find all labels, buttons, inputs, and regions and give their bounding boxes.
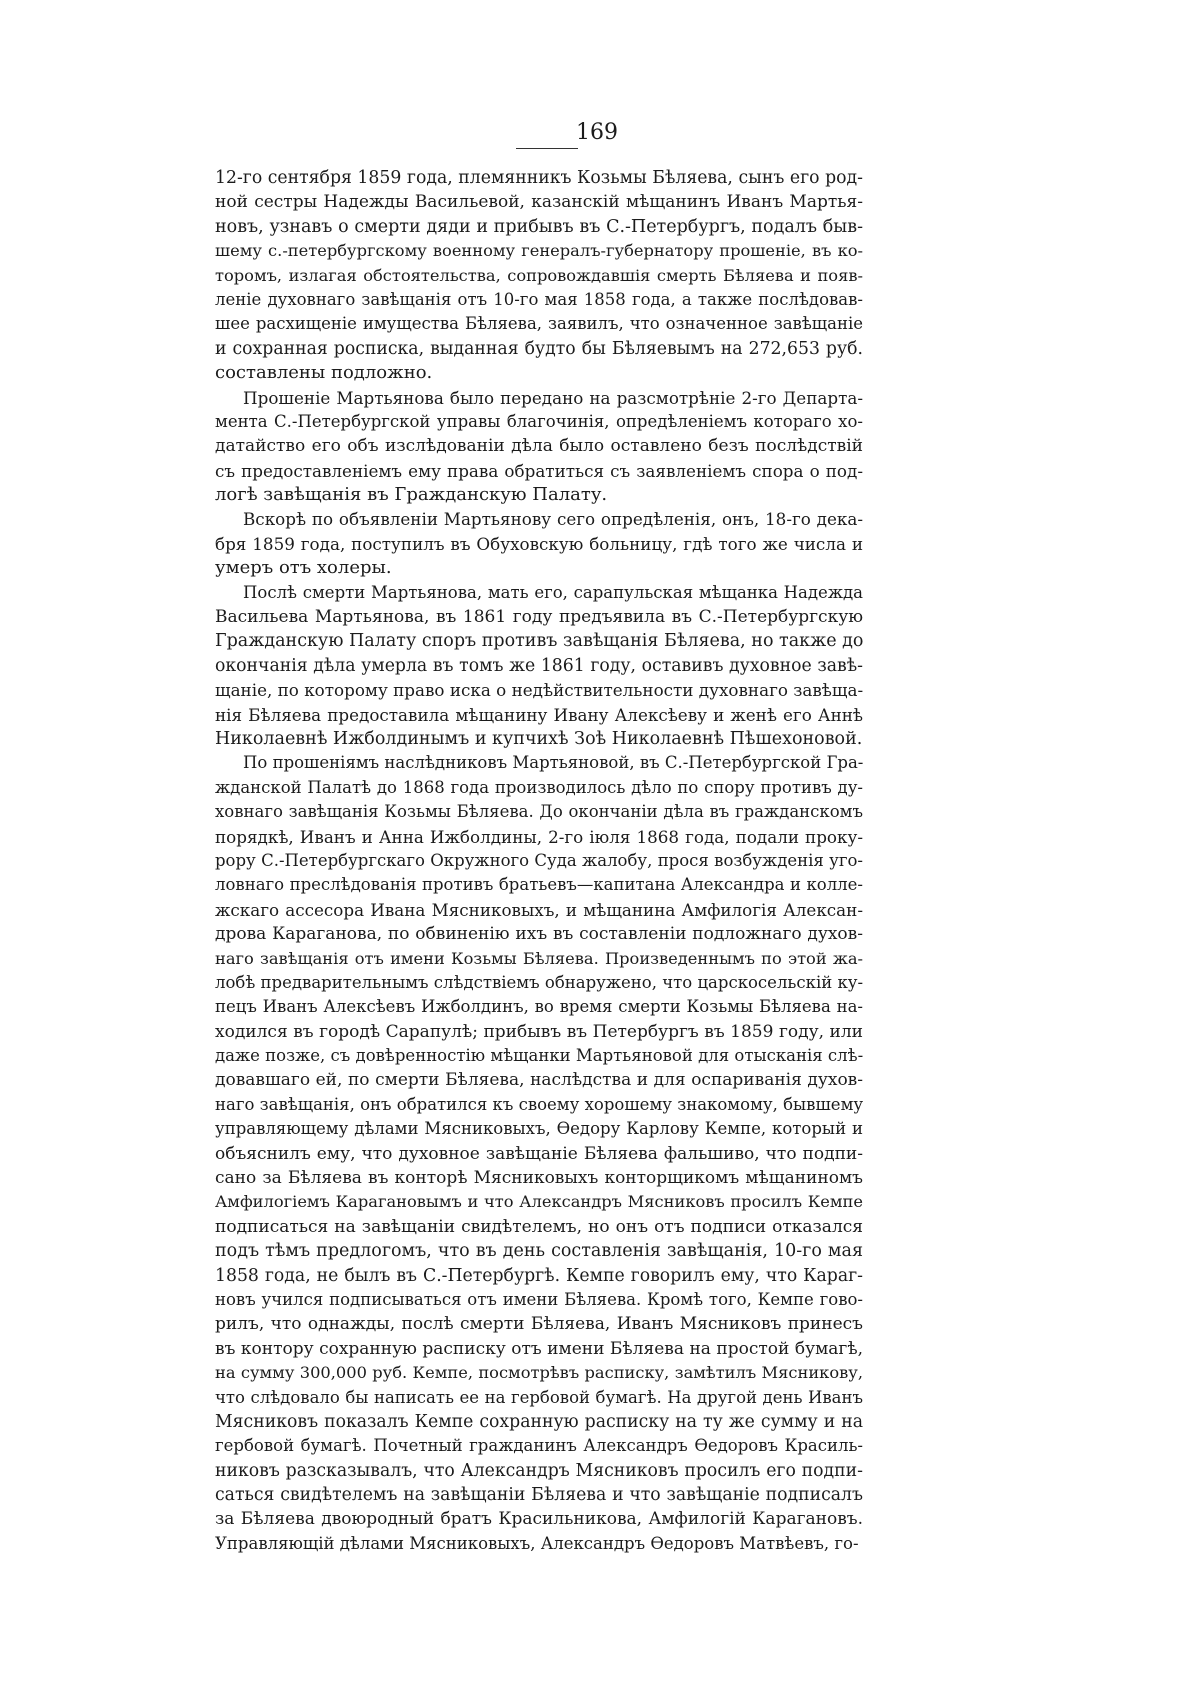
text-line: въ контору сохранную расписку отъ имени Бѣляева на простой бумагѣ, xyxy=(215,1338,863,1359)
text-line: леніе духовнаго завѣщанія отъ 10-го мая 1858 года, а также послѣдовав- xyxy=(215,289,863,309)
text-line: дрова Караганова, по обвиненію ихъ въ составленіи подложнаго духов- xyxy=(215,924,863,945)
paragraph xyxy=(215,581,863,752)
text-line: Послѣ смерти Мартьянова, мать его, сарапульская мѣщанка Надежда xyxy=(243,582,863,602)
text-line: составлены подложно. xyxy=(215,362,433,384)
text-line: подъ тѣмъ предлогомъ, что въ день составленія завѣщанія, 10-го мая xyxy=(215,1241,863,1262)
text-line: жданской Палатѣ до 1868 года производилось дѣло по спору противъ ду- xyxy=(215,777,863,797)
text-line: Амфилогіемъ Карагановымъ и что Александръ Мясниковъ просилъ Кемпе xyxy=(215,1192,863,1212)
paragraph xyxy=(215,507,863,580)
text-line: наго завѣщанія, онъ обратился къ своему хорошему знакомому, бывшему xyxy=(215,1094,863,1114)
text-line: Прошеніе Мартьянова было передано на разсмотрѣніе 2-го Департа- xyxy=(243,387,863,408)
text-line: управляющему дѣлами Мясниковыхъ, Ѳедору Карлову Кемпе, который и xyxy=(215,1119,863,1139)
text-line: и сохранная росписка, выданная будто бы Бѣляевымъ на 272,653 руб. xyxy=(215,338,863,359)
text-line: рору С.-Петербургскаго Окружного Суда жалобу, прося возбужденія уго- xyxy=(215,850,863,870)
text-line: 1858 года, не былъ въ С.-Петербургѣ. Кемпе говорилъ ему, что Караг- xyxy=(215,1265,863,1286)
text-line: торомъ, излагая обстоятельства, сопровождавшія смерть Бѣляева и появ- xyxy=(215,265,863,285)
text-line: никовъ разсказывалъ, что Александръ Мясниковъ просилъ его подпи- xyxy=(215,1460,863,1481)
text-line: пецъ Иванъ Алексѣевъ Ижболдинъ, во время смерти Козьмы Бѣляева на- xyxy=(215,997,863,1017)
text-line: гербовой бумагѣ. Почетный гражданинъ Александръ Ѳедоровъ Красиль- xyxy=(215,1436,863,1456)
text-line: Гражданскую Палату споръ противъ завѣщанія Бѣляева, но также до xyxy=(215,631,863,652)
text-line: Николаевнѣ Ижболдинымъ и купчихѣ Зоѣ Николаевнѣ Пѣшехоновой. xyxy=(215,728,863,749)
text-line: щаніе, по которому право иска о недѣйствительности духовнаго завѣща- xyxy=(215,680,863,701)
text-line: саться свидѣтелемъ на завѣщаніи Бѣляева и что завѣщаніе подписалъ xyxy=(215,1485,863,1506)
page-number-rule xyxy=(516,148,578,149)
text-line: что слѣдовало бы написать ее на гербовой бумагѣ. На другой день Иванъ xyxy=(215,1387,863,1407)
text-line: на сумму 300,000 руб. Кемпе, посмотрѣвъ расписку, замѣтилъ Мясникову, xyxy=(215,1363,863,1383)
text-line: съ предоставленіемъ ему права обратиться съ заявленіемъ спора о под- xyxy=(215,460,863,481)
text-line: даже позже, съ довѣренностію мѣщанки Мартьяновой для отысканія слѣ- xyxy=(215,1046,863,1066)
text-line: новъ, узнавъ о смерти дяди и прибывъ въ С.-Петербургъ, подалъ быв- xyxy=(215,216,863,237)
text-line: окончанія дѣла умерла въ томъ же 1861 году, оставивъ духовное завѣ- xyxy=(215,655,863,676)
text-line: 12-го сентября 1859 года, племянникъ Козьмы Бѣляева, сынъ его род- xyxy=(215,168,863,188)
text-line: ховнаго завѣщанія Козьмы Бѣляева. До окончаніи дѣла въ гражданскомъ xyxy=(215,802,863,822)
text-line: сано за Бѣляева въ конторѣ Мясниковыхъ конторщикомъ мѣщаниномъ xyxy=(215,1168,863,1189)
paragraph xyxy=(215,166,863,386)
text-line: бря 1859 года, поступилъ въ Обуховскую больницу, гдѣ того же числа и xyxy=(215,533,863,554)
text-line: мента С.-Петербургской управы благочинія, опредѣленіемъ котораго хо- xyxy=(215,411,863,431)
text-line: умеръ отъ холеры. xyxy=(215,557,392,579)
text-line: По прошеніямъ наслѣдниковъ Мартьяновой, въ С.-Петербургской Гра- xyxy=(243,753,863,773)
paragraph xyxy=(215,751,863,1556)
text-line: Вскорѣ по объявленіи Мартьянову сего опредѣленія, онъ, 18-го дека- xyxy=(243,509,863,530)
text-line: довавшаго ей, по смерти Бѣляева, наслѣдства и для оспариванія духов- xyxy=(215,1070,863,1091)
text-line: за Бѣляева двоюродный братъ Красильникова, Амфилогій Карагановъ. xyxy=(215,1509,863,1530)
text-line: Мясниковъ показалъ Кемпе сохранную расписку на ту же сумму и на xyxy=(215,1411,863,1432)
page-number: 169 xyxy=(576,120,618,145)
text-line: нія Бѣляева предоставила мѣщанину Ивану Алексѣеву и женѣ его Аннѣ xyxy=(215,704,863,725)
text-line: порядкѣ, Иванъ и Анна Ижболдины, 2-го іюля 1868 года, подали проку- xyxy=(215,826,863,847)
text-line: Управляющій дѣлами Мясниковыхъ, Александръ Ѳедоровъ Матвѣевъ, го- xyxy=(215,1533,859,1553)
text-line: объяснилъ ему, что духовное завѣщаніе Бѣляева фальшиво, что подпи- xyxy=(215,1143,863,1164)
text-line: логѣ завѣщанія въ Гражданскую Палату. xyxy=(215,484,608,506)
text-column xyxy=(215,166,863,1556)
paragraph xyxy=(215,386,863,508)
text-line: новъ учился подписываться отъ имени Бѣляева. Кромѣ того, Кемпе гово- xyxy=(215,1289,863,1309)
text-line: подписаться на завѣщаніи свидѣтелемъ, но онъ отъ подписи отказался xyxy=(215,1216,863,1237)
text-line: наго завѣщанія отъ имени Козьмы Бѣляева. Произведеннымъ по этой жа- xyxy=(215,948,863,968)
text-line: шему с.-петербургскому военному генералъ-губернатору прошеніе, въ ко- xyxy=(215,241,863,261)
text-line: Васильева Мартьянова, въ 1861 году предъявила въ С.-Петербургскую xyxy=(215,607,863,628)
text-line: датайство его объ изслѣдованіи дѣла было оставлено безъ послѣдствій xyxy=(215,436,863,457)
text-line: жскаго ассесора Ивана Мясниковыхъ, и мѣщанина Амфилогія Алексан- xyxy=(215,899,863,920)
text-line: ловнаго преслѣдованія противъ братьевъ—капитана Александра и колле- xyxy=(215,875,863,895)
text-line: шее расхищеніе имущества Бѣляева, заявилъ, что означенное завѣщаніе xyxy=(215,314,863,334)
text-line: рилъ, что однажды, послѣ смерти Бѣляева, Иванъ Мясниковъ принесъ xyxy=(215,1314,863,1335)
text-line: лобѣ предварительнымъ слѣдствіемъ обнаружено, что царскосельскій ку- xyxy=(215,972,863,992)
text-line: ной сестры Надежды Васильевой, казанскій мѣщанинъ Иванъ Мартья- xyxy=(215,192,863,213)
text-line: ходился въ городѣ Сарапулѣ; прибывъ въ Петербургъ въ 1859 году, или xyxy=(215,1021,863,1042)
